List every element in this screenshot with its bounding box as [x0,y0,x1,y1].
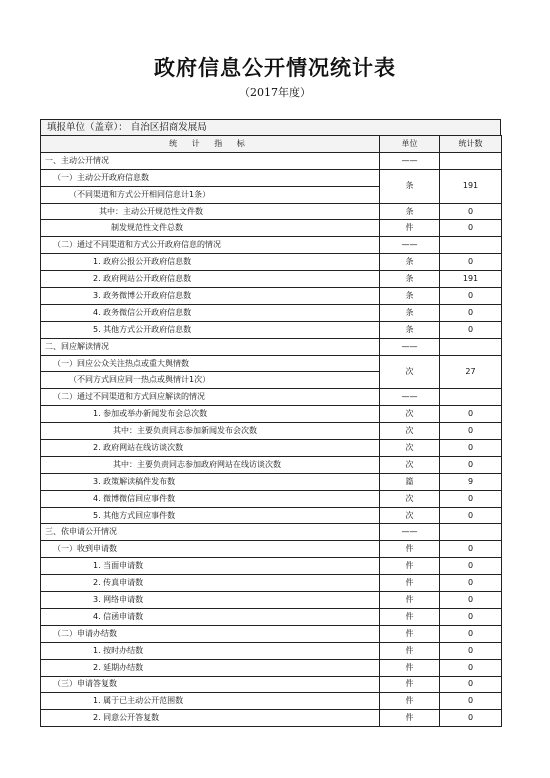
table-row [41,558,502,575]
row-label: （不同渠道和方式公开相同信息计1条） [41,186,380,203]
row-label: 2. 政府网站在线访谈次数 [41,440,380,457]
row-label: 三、依申请公开情况 [41,524,380,541]
table-row [41,642,502,659]
row-label: 3. 政务微博公开政府信息数 [41,288,380,305]
row-unit: 次 [380,406,440,423]
row-label: （二）申请办结数 [41,625,380,642]
row-count [440,152,502,169]
document-title: 政府信息公开情况统计表 [154,55,396,80]
row-label: （二）通过不同渠道和方式公开政府信息的情况 [41,237,380,254]
row-unit: 次 [380,423,440,440]
row-unit: 条 [380,288,440,305]
row-unit: 条 [380,271,440,288]
table-row [41,321,502,338]
row-label: 一、主动公开情况 [41,152,380,169]
row-unit: 件 [380,558,440,575]
table-row [41,608,502,625]
table-row [41,575,502,592]
row-count: 0 [440,558,502,575]
table-row [41,355,502,372]
row-unit: 件 [380,575,440,592]
row-unit: —— [380,389,440,406]
row-label: 1. 属于已主动公开范围数 [41,693,380,710]
table-row [41,507,502,524]
table-row [41,338,502,355]
row-count [440,389,502,406]
table-row [41,237,502,254]
row-unit: 次 [380,456,440,473]
row-count: 0 [440,507,502,524]
table-row [41,440,502,457]
row-label: 1. 参加或举办新闻发布会总次数 [41,406,380,423]
table-row [41,456,502,473]
row-unit: 件 [380,693,440,710]
table-row [41,473,502,490]
table-row [41,676,502,693]
table-row [41,254,502,271]
row-count: 9 [440,473,502,490]
header-count: 统计数 [440,136,502,153]
row-unit: 件 [380,625,440,642]
row-count: 0 [440,608,502,625]
row-unit: 件 [380,541,440,558]
row-label: 二、回应解读情况 [41,338,380,355]
row-count: 0 [440,592,502,609]
row-label: 5. 其他方式公开政府信息数 [41,321,380,338]
row-label: 3. 政策解读稿件发布数 [41,473,380,490]
row-label: 5. 其他方式回应事件数 [41,507,380,524]
header-indicator: 统 计 指 标 [41,136,380,153]
table-row [41,541,502,558]
row-unit: 次 [380,440,440,457]
row-label: （不同方式回应同一热点或舆情计1次） [41,372,380,389]
row-unit: 条 [380,203,440,220]
table-row [41,592,502,609]
row-unit: 件 [380,710,440,727]
row-unit: 条 [380,169,440,203]
row-unit: —— [380,237,440,254]
row-count: 0 [440,490,502,507]
reporting-unit: 填报单位（盖章）： 自治区招商发展局 [40,119,501,135]
row-label: 3. 网络申请数 [41,592,380,609]
table-row [41,152,502,169]
row-count: 0 [440,406,502,423]
row-unit: —— [380,152,440,169]
row-unit: 件 [380,608,440,625]
table-row [41,524,502,541]
row-count: 27 [440,355,502,389]
table-row [41,490,502,507]
table-row [41,203,502,220]
row-label: （三）申请答复数 [41,676,380,693]
row-count: 0 [440,321,502,338]
row-label: 2. 政府网站公开政府信息数 [41,271,380,288]
row-count [440,237,502,254]
table-row [41,389,502,406]
row-unit: 篇 [380,473,440,490]
report-year: （2017年度） [239,86,311,99]
row-unit: 件 [380,592,440,609]
table-row [41,406,502,423]
statistics-table [40,135,502,727]
row-count: 0 [440,254,502,271]
row-label: 4. 政务微信公开政府信息数 [41,304,380,321]
row-unit: 次 [380,355,440,389]
row-label: 其中：主要负责同志参加政府网站在线访谈次数 [41,456,380,473]
row-count: 0 [440,710,502,727]
row-count: 0 [440,423,502,440]
table-row [41,693,502,710]
row-label: （一）收到申请数 [41,541,380,558]
row-count: 0 [440,288,502,305]
row-count: 191 [440,271,502,288]
table-row [41,304,502,321]
row-count: 0 [440,304,502,321]
row-count: 0 [440,456,502,473]
row-count: 0 [440,440,502,457]
row-label: 2. 传真申请数 [41,575,380,592]
row-label: 4. 信函申请数 [41,608,380,625]
row-count: 0 [440,625,502,642]
table-row [41,288,502,305]
row-label: 1. 按时办结数 [41,642,380,659]
row-label: 1. 当面申请数 [41,558,380,575]
row-unit: —— [380,524,440,541]
table-row [41,271,502,288]
row-label: 其中：主要负责同志参加新闻发布会次数 [41,423,380,440]
row-unit: —— [380,338,440,355]
row-count: 0 [440,203,502,220]
row-label: 其中：主动公开规范性文件数 [41,203,380,220]
row-label: （一）主动公开政府信息数 [41,169,380,186]
table-row [41,625,502,642]
row-count [440,338,502,355]
row-label: 制发规范性文件总数 [41,220,380,237]
table-row [41,423,502,440]
row-count: 0 [440,541,502,558]
row-count: 0 [440,676,502,693]
row-label: （一）回应公众关注热点或重大舆情数 [41,355,380,372]
row-label: 2. 同意公开答复数 [41,710,380,727]
table-row [41,710,502,727]
row-label: 4. 微博微信回应事件数 [41,490,380,507]
row-count: 0 [440,642,502,659]
row-unit: 件 [380,659,440,676]
row-count: 0 [440,693,502,710]
row-unit: 次 [380,490,440,507]
row-count: 0 [440,575,502,592]
row-unit: 件 [380,220,440,237]
table-row [41,659,502,676]
row-unit: 次 [380,507,440,524]
row-label: （二）通过不同渠道和方式回应解读的情况 [41,389,380,406]
row-unit: 条 [380,304,440,321]
row-label: 1. 政府公报公开政府信息数 [41,254,380,271]
table-row [41,169,502,186]
header-unit: 单位 [380,136,440,153]
row-unit: 条 [380,321,440,338]
row-unit: 件 [380,642,440,659]
row-count [440,524,502,541]
row-unit: 条 [380,254,440,271]
row-count: 191 [440,169,502,203]
row-count: 0 [440,220,502,237]
table-header-row [41,136,502,153]
row-count: 0 [440,659,502,676]
row-label: 2. 延期办结数 [41,659,380,676]
row-unit: 件 [380,676,440,693]
table-row [41,220,502,237]
